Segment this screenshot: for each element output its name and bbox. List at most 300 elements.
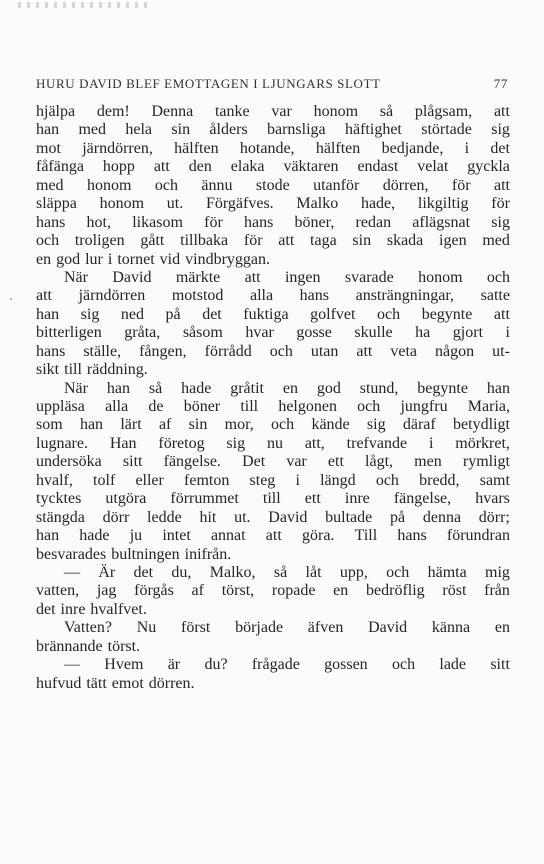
word: hit [199,508,217,526]
word: David [112,268,152,286]
word: denna [422,508,462,526]
word: och [486,268,510,286]
word: ut. [166,195,184,213]
word: låt [305,563,322,581]
text-line [36,453,510,471]
word: ropade [271,582,316,600]
word: ut- [492,342,510,360]
word: rymligt [462,453,510,471]
word: Till [354,527,378,545]
word: till [262,490,281,508]
word: och [391,656,416,674]
word: mörkret, [455,434,510,452]
word: på [165,305,181,323]
word: jag [96,582,117,600]
text-line [36,601,510,619]
word: en [282,379,298,397]
word: satte [480,287,510,305]
word: släppa [36,195,77,213]
word: fuktiga [243,305,289,323]
word: skulle [354,324,393,342]
word: helgonen [278,398,337,415]
word: hämta [427,563,467,581]
text-line [36,509,510,527]
word: dörr [102,508,130,526]
word: bultningen [111,545,180,563]
word: att [493,305,510,323]
word: sig [491,121,510,139]
running-header [36,76,508,92]
word: tanke [214,103,250,120]
word: tornet [117,250,155,268]
word: han [36,305,60,323]
word: Förgäfves. [205,195,274,213]
text-line [36,416,510,434]
word: ledde [147,508,182,526]
word: och [357,398,381,415]
word: David [368,619,408,637]
word: sitt [490,656,510,674]
text-line [36,140,510,158]
word: uppläsa [36,398,85,415]
text-line [36,287,510,305]
word: veta [390,342,418,360]
word: hotande, [239,139,295,157]
word: sig [226,434,246,452]
text-line [36,103,510,121]
text-line [36,269,510,287]
word: femton [184,471,230,489]
word: en [333,582,349,600]
word: lugnare. [36,434,88,452]
word: plågsam, [414,103,473,120]
scan-artifact-marks [18,2,148,8]
word: Malko, [209,563,256,581]
word: endast [357,158,399,176]
word: hans [36,213,66,231]
word: hvalfvet. [90,600,147,618]
word: så [273,563,288,581]
word: ålders [209,121,248,139]
word: i [295,471,300,489]
text-line [36,675,510,693]
word: järndörren [78,287,146,305]
word: störtade [421,121,472,139]
word: med [36,176,64,194]
word: att [494,176,510,194]
word: såsom [182,324,223,342]
word: någon [435,342,475,360]
word: och [386,563,410,581]
word: tycktes [36,490,82,508]
word: gosse [296,324,332,342]
text-line [36,546,510,564]
word: med [482,232,510,250]
word: Malko [296,195,339,213]
word: utgöra [105,490,147,508]
text-line [36,306,510,324]
word: hans [397,527,427,545]
word: han [106,379,130,397]
word: hälften [174,139,219,157]
word: velat [417,158,449,176]
word: trefvande [346,434,408,452]
text-line [36,232,510,250]
word: jungfru [400,398,448,415]
word: så [148,379,163,397]
word: gått [140,232,165,250]
text-line [36,656,510,674]
word: Det [242,453,266,471]
word: brännande [36,637,103,655]
word: hans [243,213,274,231]
word: dörren, [382,176,429,194]
text-line [36,158,510,176]
word: god [56,250,81,268]
word: att [244,268,261,286]
word: gyckla [467,158,510,176]
word: hvars [475,490,510,508]
word: törst. [107,637,141,655]
word: emot [111,674,144,692]
word: företog [158,434,205,452]
word: känna [431,619,471,637]
word: hufvud [36,674,82,692]
word: för [243,232,263,250]
word: till [240,398,259,415]
word: dörren. [148,674,195,692]
word: honom [99,195,145,213]
word: utan [310,342,339,360]
word: var [271,103,292,120]
word: en [36,250,52,268]
word: lade [439,656,467,674]
word: taga [310,232,337,250]
word: för [451,176,471,194]
word: sig [80,305,100,323]
word: samt [479,471,510,489]
word: ha [415,324,431,342]
text-line [36,564,510,582]
text-line [36,619,510,637]
word: igen [439,232,467,250]
word: honom [418,268,463,286]
word: och [36,232,60,250]
word: inre [344,490,370,508]
word: märkte [175,268,221,286]
text-line [36,472,510,490]
text-line [36,343,510,361]
word: utanför [313,176,360,194]
word: så [379,103,394,120]
word: hopp [102,158,135,176]
word: hjälpa [36,103,76,120]
word: fängelse, [393,490,452,508]
word: sikt [36,361,60,379]
word: hans [299,287,329,305]
word: han [486,379,510,397]
word: hvalf, [36,471,73,489]
word: lur [85,250,103,268]
word: skada [386,232,424,250]
word: alla [249,287,274,305]
word: sitt [122,453,143,471]
body-text [36,103,510,693]
word: och [375,471,399,489]
text-line [36,380,510,398]
word: förrådd [204,342,252,360]
word: däraf [402,416,436,434]
word: inifrån. [184,545,232,563]
word: hans [36,342,66,360]
word: räddning. [86,361,148,379]
word: golfvet [310,305,356,323]
word: bredd, [419,471,460,489]
text-line [36,195,510,213]
text-line [36,490,510,508]
word: af [158,416,172,434]
word: nu [266,434,283,452]
word: han [36,527,60,545]
text-line [36,582,510,600]
word: troligen [74,232,125,250]
text-line [36,121,510,139]
word: det [490,139,510,157]
word: från [484,582,510,600]
word: att [153,158,170,176]
word: redan [355,213,392,231]
word: gossen [324,656,368,674]
word: att [36,287,52,305]
text-line [36,435,510,453]
word: När [64,268,88,286]
word: tätt [86,674,107,692]
word: först [181,619,211,637]
word: mor, [224,416,254,434]
word: hela [125,121,153,139]
margin-speck [10,298,12,300]
word: är [167,656,181,674]
word: och [269,342,293,360]
word: sin [352,232,372,250]
word: hvar [245,324,274,342]
word: honom [313,103,359,120]
word: ännu [201,176,233,194]
word: att [278,232,295,250]
word: var [286,453,307,471]
word: motstod [171,287,224,305]
word: lågt, [365,453,394,471]
word: det [133,563,154,581]
word: det [202,305,222,323]
word: och [154,176,178,194]
word: bitterligen [36,324,102,342]
word: stängda [36,508,85,526]
word: att [493,103,510,120]
word: törst, [221,582,255,600]
word: David [268,508,308,526]
word: göra. [301,527,335,545]
word: dem! [96,103,130,120]
word: i [428,434,434,452]
word: för [204,213,223,231]
word: Hvem [104,656,144,674]
word: inre [60,600,86,618]
word: i [464,139,470,157]
word: kände [311,416,350,434]
word: ett [304,490,321,508]
word: förundran [446,527,510,545]
word: hade [181,379,212,397]
word: stode [255,176,290,194]
word: ett [327,453,344,471]
word: till [64,361,82,379]
text-line [36,214,510,232]
word: hälften [315,139,361,157]
word: förgås [134,582,174,600]
word: barnsliga [266,121,326,139]
page-number: 77 [493,76,508,91]
word: likasom [132,213,183,231]
text-line [36,177,510,195]
word: Maria, [467,398,510,415]
word: När [64,379,88,397]
word: — [64,656,80,674]
word: en [494,619,510,637]
text-line [36,398,510,416]
word: sin [188,416,208,434]
word: äfven [307,619,344,637]
word: han [36,121,60,139]
word: hot, [86,213,111,231]
word: bedröflig [366,582,425,600]
word: lärt [120,416,142,434]
word: det [36,600,56,618]
word: ställe, [83,342,122,360]
word: svarade [344,268,394,286]
word: och [377,305,401,323]
word: ansträngningar, [355,287,455,305]
text-line [36,638,510,656]
word: vindbryggan. [185,250,270,268]
word: började [235,619,284,637]
word: Nu [136,619,157,637]
word: för [491,195,510,213]
word: ned [120,305,144,323]
word: sig [366,416,386,434]
word: på [389,508,406,526]
word: besvarades [36,545,107,563]
word: längd [320,471,356,489]
word: fåfänga [36,158,84,176]
word: häftighet [345,121,402,139]
word: hade, [360,195,396,213]
word: steg [249,471,276,489]
word: och [271,416,295,434]
word: som [36,416,63,434]
word: järndörren, [82,139,153,157]
word: röst [442,582,467,600]
word: annat [210,527,246,545]
word: dörr; [478,508,510,526]
word: att [356,342,373,360]
word: sin [171,121,191,139]
word: Han [109,434,137,452]
word: begynte [417,379,468,397]
word: förrummet [170,490,239,508]
word: vid [159,250,181,268]
word: böner, [294,213,335,231]
word: fängelse. [163,453,221,471]
word: Denna [151,103,194,120]
word: stund, [359,379,399,397]
word: gråtit [230,379,264,397]
word: aflägsnat [412,213,471,231]
word: ut. [234,508,251,526]
word: af [191,582,204,600]
word: intet [162,527,191,545]
word: Vatten? [64,619,112,637]
word: tillbaka [180,232,229,250]
word: bedjande, [381,139,444,157]
word: med [78,121,107,139]
word: vatten, [36,582,80,600]
word: mig [485,563,510,581]
word: likgiltig [417,195,469,213]
text-line [36,324,510,342]
word: gjort [452,324,484,342]
word: frågade [251,656,300,674]
word: de [148,398,164,415]
word: böner [183,398,221,415]
word: den [188,158,212,176]
text-line [36,251,510,269]
word: betydligt [453,416,510,434]
word: elaka [230,158,265,176]
word: undersöka [36,453,102,471]
word: begynte [421,305,473,323]
word: att [265,527,282,545]
word: tolf [93,471,116,489]
word: honom [86,176,132,194]
word: i [505,324,510,342]
word: du? [204,656,228,674]
word: upp, [339,563,368,581]
word: att, [304,434,325,452]
word: gråta, [124,324,161,342]
text-line [36,361,510,379]
word: alla [105,398,129,415]
word: fången, [139,342,187,360]
word: sig [491,213,510,231]
word: god [316,379,341,397]
word: han [79,416,104,434]
word: hade [79,527,110,545]
word: men [414,453,442,471]
word: eller [135,471,164,489]
word: — [64,563,80,581]
word: väktaren [283,158,339,176]
word: ingen [284,268,321,286]
word: du, [171,563,192,581]
word: mot [36,139,61,157]
running-title: HURU DAVID BLEF EMOTTAGEN I LJUNGARS SLOTT [36,76,381,91]
word: i [107,250,113,268]
word: Är [98,563,116,581]
word: ju [129,527,143,545]
word: bultade [325,508,373,526]
text-line [36,527,510,545]
